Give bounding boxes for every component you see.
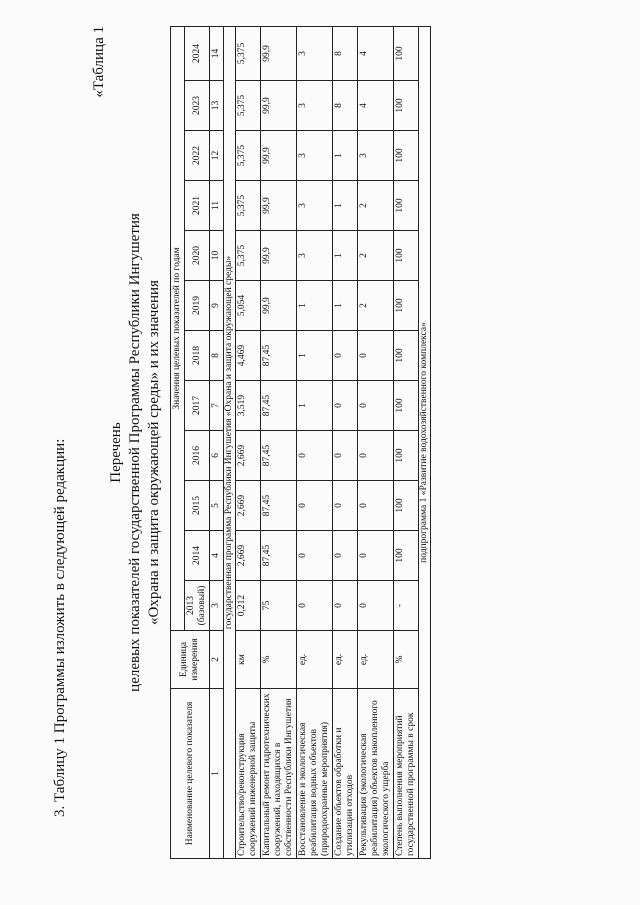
value-cell: 100 — [394, 381, 419, 431]
value-cell: 2 — [358, 181, 394, 231]
value-cell: 2,669 — [236, 481, 261, 531]
value-cell: 5,375 — [236, 81, 261, 131]
year-header-0: 2013 (базовый) — [185, 581, 210, 631]
year-header-7: 2020 — [185, 231, 210, 281]
year-header-4: 2017 — [185, 381, 210, 431]
value-cell: 0 — [333, 381, 358, 431]
table-row — [394, 26, 419, 858]
value-cell: 3,519 — [236, 381, 261, 431]
column-number-5: 5 — [210, 481, 224, 531]
value-cell: 87,45 — [261, 481, 297, 531]
indicator-name: Рекультивация (экологическая реабилитация) объектов накопленного экологического ущерба — [358, 689, 394, 859]
value-cell: 3 — [297, 131, 333, 181]
header-values-by-year: Значения целевых показателей по годам — [171, 26, 185, 630]
value-cell: 99,9 — [261, 281, 297, 331]
value-cell: 2,669 — [236, 531, 261, 581]
value-cell: 0 — [333, 431, 358, 481]
column-number-14: 14 — [210, 26, 224, 80]
indicator-name: Восстановление и экологическая реабилитация водных объектов (природоохранные мероприятия) — [297, 689, 333, 859]
value-cell: 0 — [333, 531, 358, 581]
value-cell: 1 — [333, 131, 358, 181]
value-cell: 2,669 — [236, 431, 261, 481]
program-title-row — [224, 26, 236, 858]
indicator-unit: % — [394, 631, 419, 689]
indicators-table — [170, 26, 431, 859]
year-header-5: 2018 — [185, 331, 210, 381]
column-number-2: 2 — [210, 631, 224, 689]
value-cell: 1 — [333, 281, 358, 331]
value-cell: 1 — [297, 381, 333, 431]
value-cell: 5,375 — [236, 181, 261, 231]
subprogram-title-row — [419, 26, 431, 858]
program-title: государственная программа Республики Ингушетия «Охрана и защита окружающей среды» — [224, 26, 236, 858]
year-header-1: 2014 — [185, 531, 210, 581]
column-number-13: 13 — [210, 81, 224, 131]
year-header-9: 2022 — [185, 131, 210, 181]
value-cell: 3 — [297, 26, 333, 80]
value-cell: 87,45 — [261, 381, 297, 431]
value-cell: 3 — [358, 131, 394, 181]
value-cell: 0 — [358, 481, 394, 531]
value-cell: 4,469 — [236, 331, 261, 381]
value-cell: 5,375 — [236, 26, 261, 80]
column-number-7: 7 — [210, 381, 224, 431]
table-row — [261, 26, 297, 858]
value-cell: 1 — [333, 231, 358, 281]
indicator-unit: км — [236, 631, 261, 689]
year-header-11: 2024 — [185, 26, 210, 80]
value-cell: 87,45 — [261, 331, 297, 381]
value-cell: 0 — [358, 381, 394, 431]
value-cell: 3 — [297, 181, 333, 231]
table-row — [236, 26, 261, 858]
subprogram-title: подпрограмма 1 «Развитие водохозяйственного комплекса» — [419, 26, 431, 858]
table-body — [224, 26, 431, 858]
value-cell: 0 — [333, 581, 358, 631]
value-cell: 0 — [358, 431, 394, 481]
value-cell: 1 — [333, 181, 358, 231]
column-number-12: 12 — [210, 131, 224, 181]
table-row — [358, 26, 394, 858]
value-cell: 100 — [394, 281, 419, 331]
value-cell: 5,375 — [236, 131, 261, 181]
value-cell: 1 — [297, 331, 333, 381]
intro-text: 3. Таблицу 1 Программы изложить в следующей редакции: — [52, 438, 68, 817]
table-row — [333, 26, 358, 858]
value-cell: 99,9 — [261, 26, 297, 80]
value-cell: 4 — [358, 26, 394, 80]
value-cell: 0 — [297, 431, 333, 481]
year-header-2: 2015 — [185, 481, 210, 531]
value-cell: 87,45 — [261, 531, 297, 581]
column-number-1: 1 — [210, 689, 224, 859]
value-cell: 5,054 — [236, 281, 261, 331]
year-header-8: 2021 — [185, 181, 210, 231]
header-indicator-name: Наименование целевого показателя — [171, 689, 210, 859]
title-line-1: Перечень — [108, 422, 124, 483]
value-cell: 99,9 — [261, 131, 297, 181]
value-cell: 8 — [333, 26, 358, 80]
value-cell: 0 — [333, 481, 358, 531]
value-cell: 0 — [358, 531, 394, 581]
value-cell: 100 — [394, 181, 419, 231]
value-cell: 3 — [297, 231, 333, 281]
value-cell: 5,375 — [236, 231, 261, 281]
year-header-6: 2019 — [185, 281, 210, 331]
table-label: «Таблица 1 — [91, 26, 107, 98]
value-cell: 100 — [394, 131, 419, 181]
column-number-10: 10 — [210, 231, 224, 281]
value-cell: 0 — [297, 481, 333, 531]
indicator-name: Создание объектов обработки и утилизации отходов — [333, 689, 358, 859]
value-cell: 0 — [358, 581, 394, 631]
value-cell: 0 — [358, 331, 394, 381]
table-row — [297, 26, 333, 858]
value-cell: 1 — [297, 281, 333, 331]
value-cell: 3 — [297, 81, 333, 131]
indicator-unit: ед. — [333, 631, 358, 689]
value-cell: 2 — [358, 281, 394, 331]
indicator-unit: ед. — [297, 631, 333, 689]
indicator-name: Степень выполнения мероприятий государственной программы в срок — [394, 689, 419, 859]
value-cell: 99,9 — [261, 81, 297, 131]
value-cell: 100 — [394, 481, 419, 531]
value-cell: 100 — [394, 431, 419, 481]
year-header-3: 2016 — [185, 431, 210, 481]
value-cell: 99,9 — [261, 181, 297, 231]
value-cell: 2 — [358, 231, 394, 281]
title-line-3: «Охрана и защита окружающей среды» и их значения — [146, 280, 162, 625]
year-header-10: 2023 — [185, 81, 210, 131]
value-cell: 100 — [394, 531, 419, 581]
header-unit: Единица измерения — [171, 631, 210, 689]
column-number-8: 8 — [210, 331, 224, 381]
value-cell: 75 — [261, 581, 297, 631]
value-cell: 0,212 — [236, 581, 261, 631]
value-cell: 0 — [297, 581, 333, 631]
indicator-name: Капитальный ремонт гидротехнических сооружений, находящихся в собственности Республики Ингушетия — [261, 689, 297, 859]
column-number-3: 3 — [210, 581, 224, 631]
value-cell: 8 — [333, 81, 358, 131]
indicator-unit: % — [261, 631, 297, 689]
value-cell: 100 — [394, 81, 419, 131]
column-number-row — [210, 26, 224, 858]
value-cell: 99,9 — [261, 231, 297, 281]
column-number-11: 11 — [210, 181, 224, 231]
value-cell: 0 — [297, 531, 333, 581]
value-cell: 87,45 — [261, 431, 297, 481]
value-cell: - — [394, 581, 419, 631]
column-number-9: 9 — [210, 281, 224, 331]
value-cell: 4 — [358, 81, 394, 131]
column-number-6: 6 — [210, 431, 224, 481]
value-cell: 0 — [333, 331, 358, 381]
value-cell: 100 — [394, 331, 419, 381]
value-cell: 100 — [394, 231, 419, 281]
value-cell: 100 — [394, 26, 419, 80]
title-line-2: целевых показателей государственной Программы Республики Ингушетия — [127, 213, 143, 692]
column-number-4: 4 — [210, 531, 224, 581]
indicator-name: Строительство/реконструкция сооружений инженерной защиты — [236, 689, 261, 859]
indicator-unit: ед. — [358, 631, 394, 689]
